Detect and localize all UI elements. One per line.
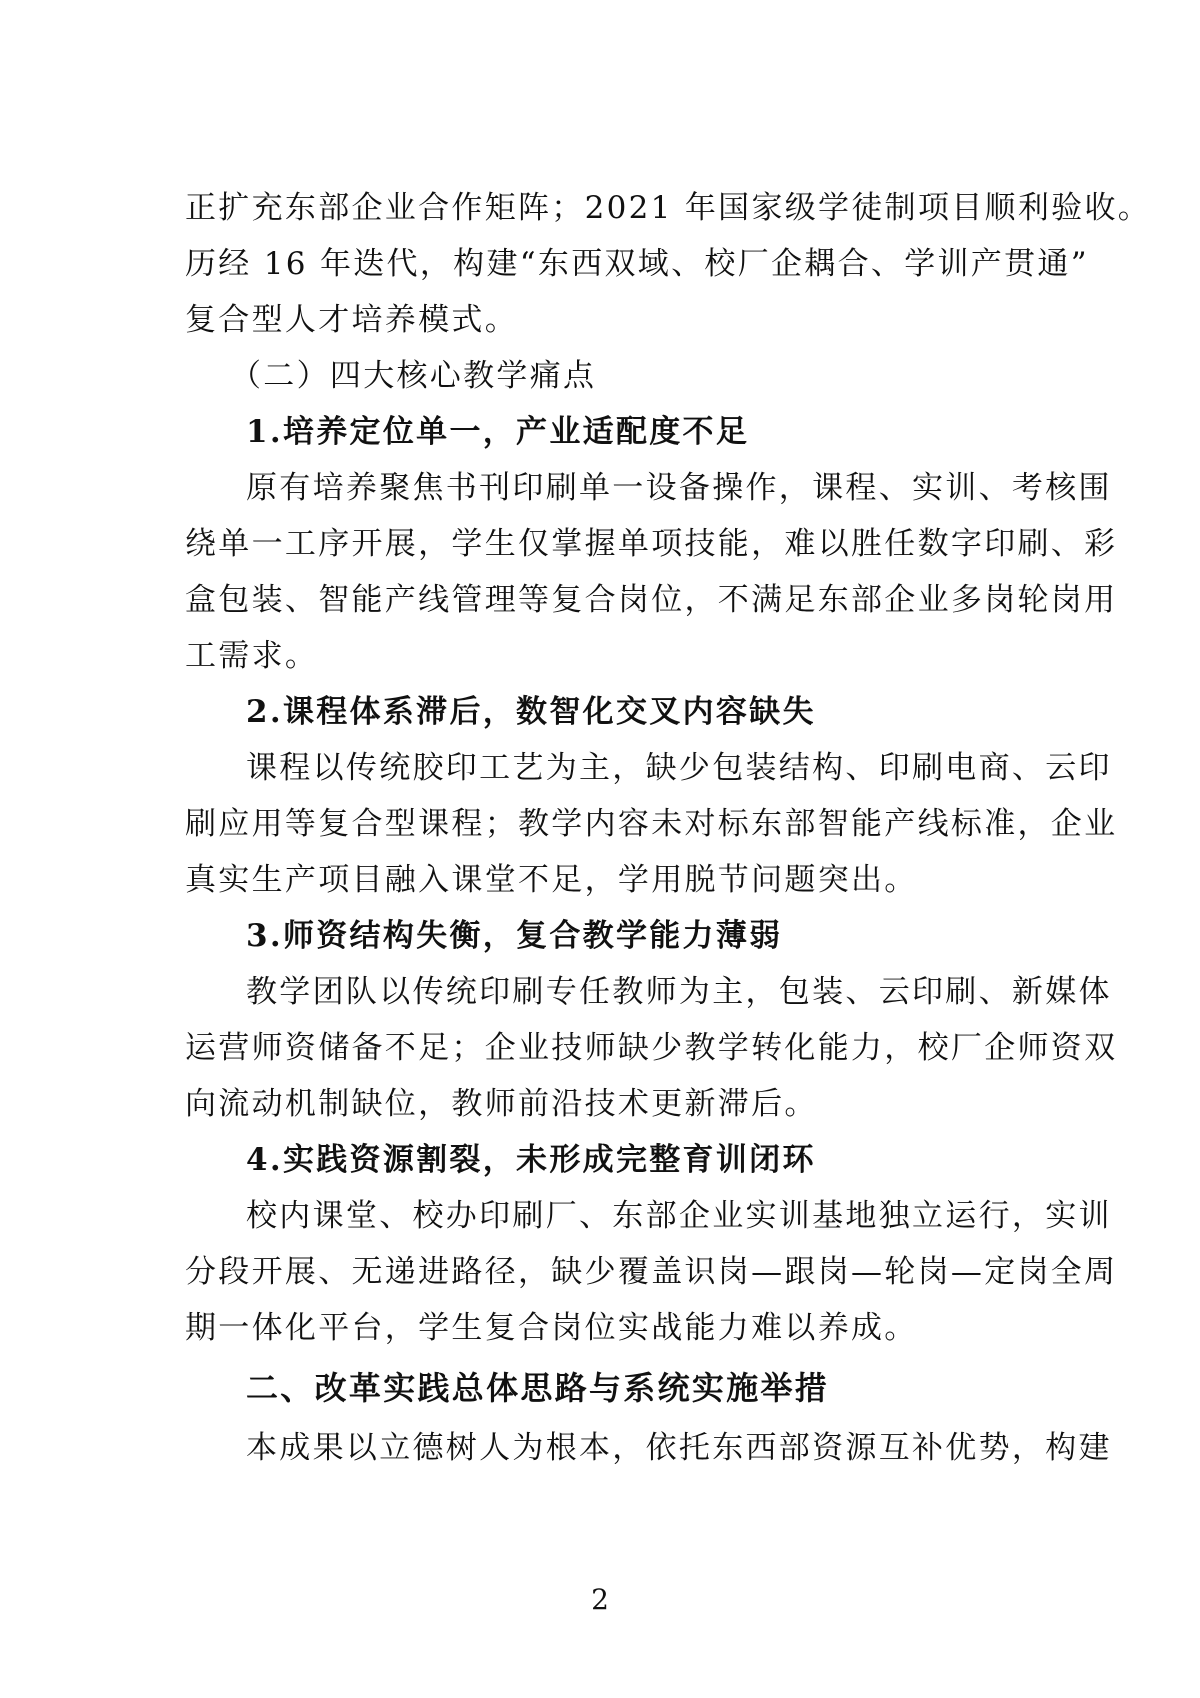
body-text-line: 原有培养聚焦书刊印刷单一设备操作，课程、实训、考核围 [246,470,1112,506]
body-text-line: 盒包装、智能产线管理等复合岗位，不满足东部企业多岗轮岗用 [185,582,1118,618]
body-text-line: 分段开展、无递进路径，缺少覆盖识岗—跟岗—轮岗—定岗全周 [185,1254,1118,1290]
body-text-line: 复合型人才培养模式。 [185,302,518,338]
point-heading: 2.课程体系滞后，数智化交叉内容缺失 [246,694,816,730]
section-subheading: （二）四大核心教学痛点 [230,358,597,394]
body-text-line: 向流动机制缺位，教师前沿技术更新滞后。 [185,1086,818,1122]
body-text-line: 绕单一工序开展，学生仅掌握单项技能，难以胜任数字印刷、彩 [185,526,1118,562]
point-heading: 3.师资结构失衡，复合教学能力薄弱 [246,918,783,954]
body-text-line: 期一体化平台，学生复合岗位实战能力难以养成。 [185,1310,918,1346]
body-text-line: 历经 16 年迭代，构建“东西双域、校厂企耦合、学训产贯通” [185,246,1089,282]
page-number: 2 [591,1583,609,1616]
body-text-line: 校内课堂、校办印刷厂、东部企业实训基地独立运行，实训 [246,1198,1112,1234]
point-heading: 1.培养定位单一，产业适配度不足 [246,414,750,450]
body-text-line: 运营师资储备不足；企业技师缺少教学转化能力，校厂企师资双 [185,1030,1118,1066]
body-text-line: 本成果以立德树人为根本，依托东西部资源互补优势，构建 [246,1430,1112,1466]
body-text-line: 工需求。 [185,638,319,674]
body-text-line: 刷应用等复合型课程；教学内容未对标东部智能产线标准，企业 [185,806,1118,842]
body-text-line: 真实生产项目融入课堂不足，学用脱节问题突出。 [185,862,918,898]
point-heading: 4.实践资源割裂，未形成完整育训闭环 [246,1142,816,1178]
section-heading: 二、改革实践总体思路与系统实施举措 [246,1369,830,1407]
body-text-line: 教学团队以传统印刷专任教师为主，包装、云印刷、新媒体 [246,974,1112,1010]
body-text-line: 正扩充东部企业合作矩阵；2021 年国家级学徒制项目顺利验收。 [185,190,1152,226]
body-text-line: 课程以传统胶印工艺为主，缺少包装结构、印刷电商、云印 [246,750,1112,786]
